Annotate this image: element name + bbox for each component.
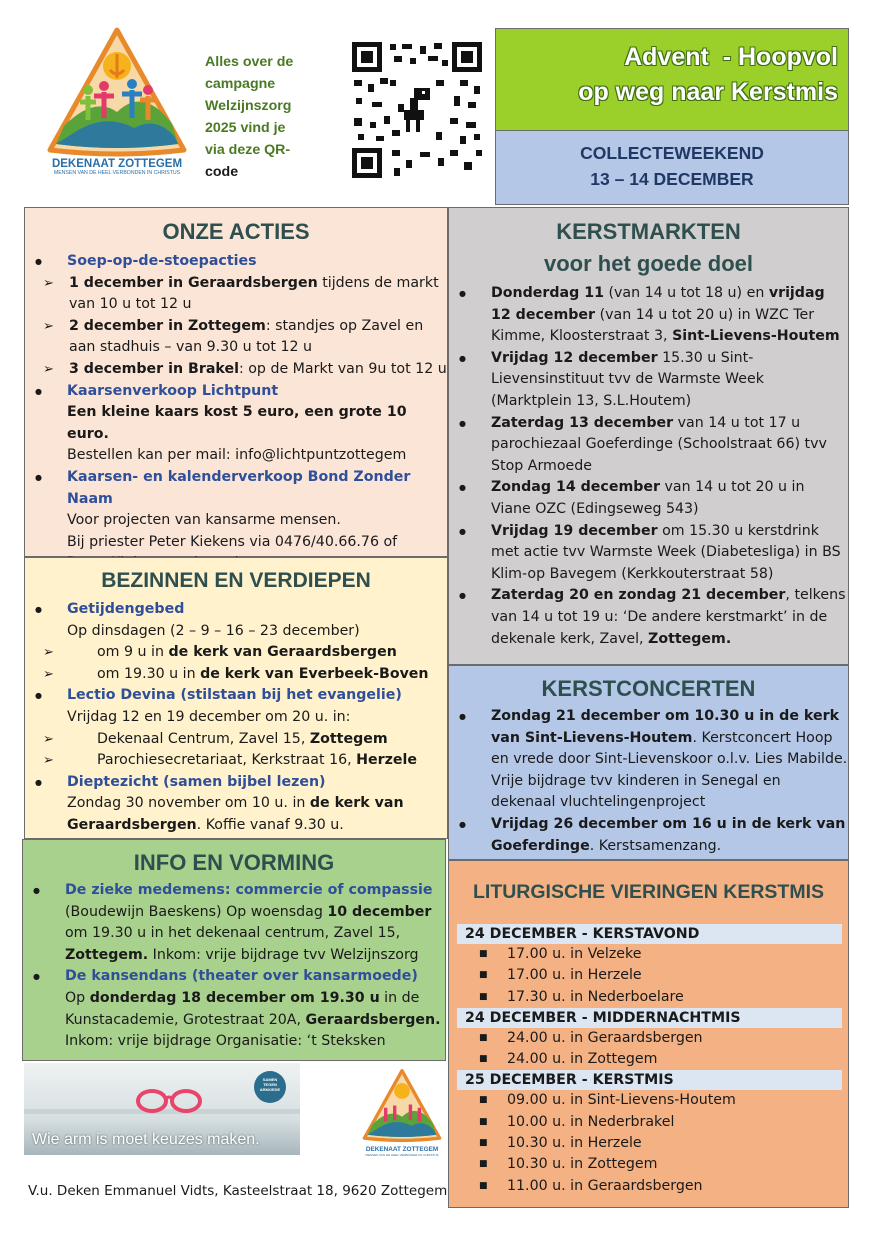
list-item: ● Kaarsenverkoop Lichtpunt Een kleine kaars kost 5 euro, een grote 10 euro. Bestellen kan per mail: info@lichtpuntzottegem: [25, 381, 447, 467]
list-item: ➢ Parochiesecretariaat, Kerkstraat 16, Herzele: [25, 750, 447, 772]
section-subtitle: voor het goede doel: [543, 251, 754, 276]
section-title: ONZE ACTIES: [162, 219, 310, 244]
list-item: ➢ om 9 u in de kerk van Geraardsbergen: [25, 642, 447, 664]
kerstmarkten-section: [448, 207, 849, 665]
collecte-label: COLLECTEWEEKEND: [580, 143, 764, 163]
list-item: ■ 10.00 u. in Nederbrakel: [449, 1112, 848, 1133]
list-item: ■ 17.30 u. in Nederboelare: [449, 987, 848, 1008]
list-item: ● Vrijdag 19 december om 15.30 u kerstdrink met actie tvv Warmste Week (Diabetesliga) in BS Klim-op Bavegem (Kerkkouterstraat 58): [449, 521, 848, 586]
list-item: ● Soep-op-de-stoepacties: [25, 251, 447, 273]
advent-title-box: [495, 28, 849, 131]
list-item: ● Donderdag 11 (van 14 u tot 18 u) en vrijdag 12 december (van 14 u tot 20 u) in WZC Ter Kimme, Kloosterstraat 3, Sint-Lievens-Houtem: [449, 283, 848, 348]
logo-subtext: MENSEN VAN DE HEEL VERBONDEN IN CHRISTUS: [53, 170, 181, 176]
list-item: ➢ 1 december in Geraardsbergen tijdens de markt van 10 u tot 12 u: [25, 273, 447, 316]
list-item: ● Vrijdag 26 december om 16 u in de kerk van Goeferdinge. Kerstsamenzang.: [449, 814, 848, 857]
advent-title-line2: op weg naar Kerstmis: [578, 78, 838, 106]
list-item: ● Zaterdag 20 en zondag 21 december, telkens van 14 u tot 19 u: ‘De andere kerstmarkt’ in de dekenale kerk, Zavel, Zottegem.: [449, 585, 848, 650]
list-item: ➢ 3 december in Brakel: op de Markt van 9u tot 12 u: [25, 359, 447, 381]
list-item: ➢ Dekenaal Centrum, Zavel 15, Zottegem: [25, 729, 447, 751]
list-item: ● Lectio Devina (stilstaan bij het evangelie) Vrijdag 12 en 19 december om 20 u. in:: [25, 685, 447, 728]
section-title: KERSTMARKTEN: [556, 219, 741, 244]
dekenaat-logo-small: [361, 1068, 443, 1158]
list-item: ● Zondag 14 december van 14 u tot 20 u in Viane OZC (Edingseweg 543): [449, 477, 848, 520]
logo-text: DEKENAAT ZOTTEGEM: [365, 1146, 439, 1153]
list-item: ● Kaarsen- en kalenderverkoop Bond Zonder Naam Voor projecten van kansarme mensen. Bij priester Peter Kiekens via 0476/40.66.76 of: [25, 467, 447, 575]
list-item: ➢ om 19.30 u in de kerk van Everbeek-Boven: [25, 664, 447, 686]
section-title: LITURGISCHE VIERINGEN KERSTMIS: [472, 881, 825, 903]
list-item: ● De zieke medemens: commercie of compassie (Boudewijn Baeskens) Op woensdag 10 december om 19.30 u in het dekenaal centrum, Zavel 15, Zottegem. Inkom: vrije bijdrage tvv Welzijnszorg: [23, 880, 445, 966]
footer-responsible-publisher: V.u. Deken Emmanuel Vidts, Kasteelstraat 18, 9620 Zottegem: [28, 1183, 448, 1199]
group-heading: 25 DECEMBER - KERSTMIS: [457, 1070, 842, 1090]
section-title: INFO EN VORMING: [133, 850, 335, 875]
logo-subtext: MENSEN VAN DE HEEL VERBONDEN IN CHRISTUS: [365, 1153, 439, 1157]
group-heading: 24 DECEMBER - KERSTAVOND: [457, 924, 842, 944]
liturgie-section: [448, 860, 849, 1208]
info-vorming-section: [22, 839, 446, 1061]
list-item: ■ 24.00 u. in Zottegem: [449, 1049, 848, 1070]
qr-code-icon: [350, 40, 484, 180]
list-item: ■ 10.30 u. in Herzele: [449, 1133, 848, 1154]
kerstconcerten-section: [448, 665, 849, 860]
photo-sticker: SAMEN TEGEN ARMOEDE: [259, 1077, 281, 1092]
list-item: ■ 17.00 u. in Velzeke: [449, 944, 848, 965]
list-item: ● Vrijdag 12 december 15.30 u Sint-Lievensinstituut tvv de Warmste Week (Marktplein 13, S.L.Houtem): [449, 348, 848, 413]
section-title: KERSTCONCERTEN: [541, 676, 756, 701]
bezinnen-section: [24, 557, 448, 839]
logo-graphic: [361, 1068, 443, 1142]
logo-text: DEKENAAT ZOTTEGEM: [51, 158, 183, 170]
list-item: ● De kansendans (theater over kansarmoede) Op donderdag 18 december om 19.30 u in de Kunstacademie, Grotestraat 20A, Geraardsbergen. Inkom: vrije bijdrage Organisatie: ‘t Steksken: [23, 966, 445, 1052]
photo-caption: Wie arm is moet keuzes maken.: [32, 1131, 260, 1148]
list-item: ■ 24.00 u. in Geraardsbergen: [449, 1028, 848, 1049]
list-item: ■ 10.30 u. in Zottegem: [449, 1154, 848, 1175]
list-item: ● Dieptezicht (samen bijbel lezen) Zondag 30 november om 10 u. in de kerk van Geraardsbergen. Koffie vanaf 9.30 u.: [25, 772, 447, 837]
qr-code[interactable]: [350, 40, 484, 180]
list-item: ● Zondag 21 december om 10.30 u in de kerk van Sint-Lievens-Houtem. Kerstconcert Hoop en vrede door Sint-Lievenskoor o.l.v. Lies Mabilde. Vrije bijdrage tvv kinderen in Senegal en dekenaal vluchtelingenproject: [449, 706, 848, 814]
advent-title-line1: Advent - Hoopvol: [624, 43, 838, 71]
list-item: ● Getijdengebed Op dinsdagen (2 – 9 – 16 – 23 december): [25, 599, 447, 642]
campaign-intro: Alles over de campagne Welzijnszorg 2025 vind je via deze QR- code: [205, 54, 294, 180]
collecte-dates: 13 – 14 DECEMBER: [590, 169, 754, 189]
list-item: ➢ 2 december in Zottegem: standjes op Zavel en aan stadhuis – van 9.30 u tot 12 u: [25, 316, 447, 359]
dekenaat-logo: [44, 26, 190, 182]
list-item: ■ 09.00 u. in Sint-Lievens-Houtem: [449, 1090, 848, 1111]
onze-acties-section: [24, 207, 448, 557]
list-item: ● Zaterdag 13 december van 14 u tot 17 u parochiezaal Goeferdinge (Schoolstraat 66) tvv Stop Armoede: [449, 413, 848, 478]
logo-graphic: [44, 26, 190, 156]
list-item: ■ 11.00 u. in Geraardsbergen: [449, 1176, 848, 1197]
collecteweekend-box: [495, 131, 849, 205]
list-item: ■ 17.00 u. in Herzele: [449, 965, 848, 986]
campaign-photo: [24, 1063, 300, 1155]
section-title: BEZINNEN EN VERDIEPEN: [101, 569, 371, 592]
group-heading: 24 DECEMBER - MIDDERNACHTMIS: [457, 1008, 842, 1028]
